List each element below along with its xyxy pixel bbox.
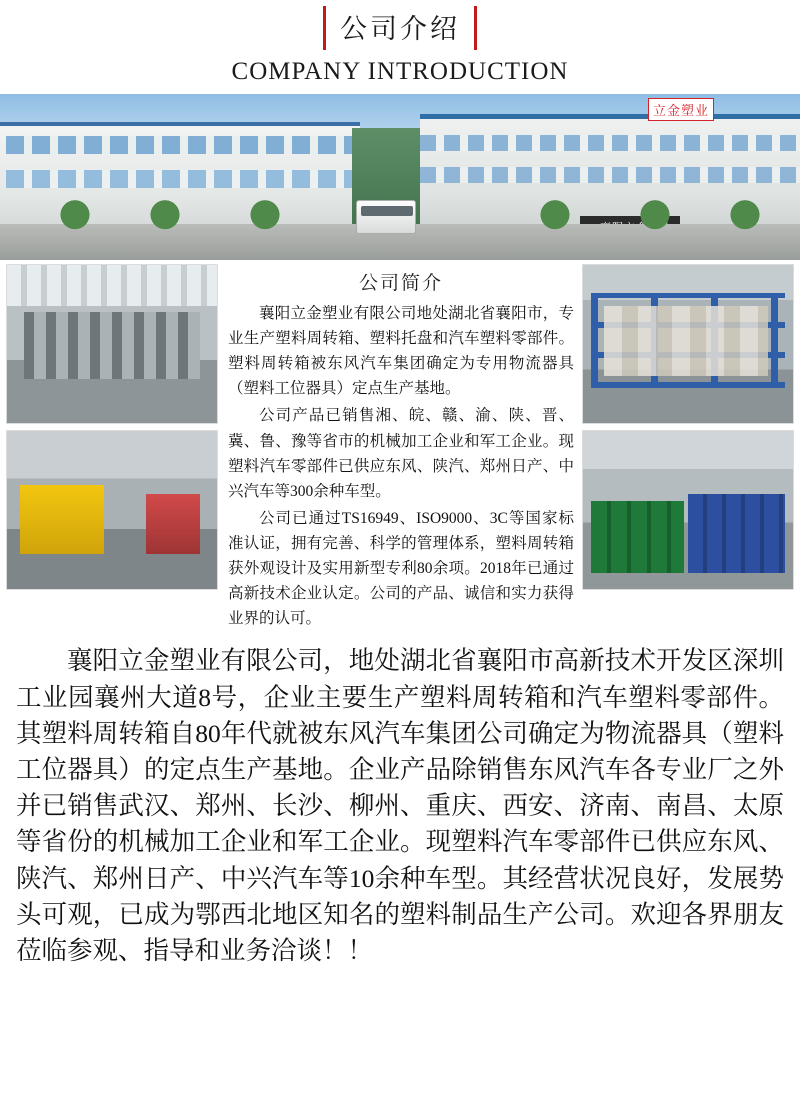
photo-column-right	[582, 264, 794, 633]
header-title-wrap	[0, 6, 800, 50]
tree-icon	[640, 200, 670, 242]
company-description-section	[0, 633, 800, 985]
tree-icon	[730, 200, 760, 242]
roof-sign-text: 立金塑业	[648, 98, 714, 121]
tree-icon	[150, 200, 180, 242]
page-title-cn: 公司介绍	[323, 6, 477, 50]
factory-banner-photo	[0, 94, 800, 260]
tree-icon	[250, 200, 280, 242]
intro-paragraph-1: 襄阳立金塑业有限公司地处湖北省襄阳市，专业生产塑料周转箱、塑料托盘和汽车塑料零部件。塑料周转箱被东风汽车集团确定为专用物流器具（塑料工位器具）定点生产基地。	[228, 305, 574, 398]
tree-icon	[60, 200, 90, 242]
intro-paragraph-2: 公司产品已销售湘、皖、赣、渝、陕、晋、冀、鲁、豫等省市的机械加工企业和军工企业。现塑料汽车零部件已供应东风、陕汽、郑州日产、中兴汽车等300余种车型。	[228, 407, 574, 500]
photo-column-left	[6, 264, 218, 633]
company-description-paragraph: 襄阳立金塑业有限公司，地处湖北省襄阳市高新技术开发区深圳工业园襄州大道8号，企业主要生产塑料周转箱和汽车塑料零部件。其塑料周转箱自80年代就被东风汽车集团公司确定为物流器具（塑料工位器具）的定点生产基地。企业产品除销售东风汽车各专业厂之外并已销售武汉、郑州、长沙、柳州、重庆、西安、济南、南昌、太原等省份的机械加工企业和军工企业。现塑料汽车零部件已供应东风、陕汽、郑州日产、中兴汽车等10余种车型。其经营状况良好，发展势头可观，已成为鄂西北地区知名的塑料制品生产公司。欢迎各界朋友莅临参观、指导和业务洽谈！！	[16, 646, 784, 966]
photo-injection-machine	[6, 430, 218, 590]
bus-vehicle	[356, 200, 416, 234]
intro-text-block	[222, 264, 578, 633]
intro-title: 公司简介	[358, 273, 443, 294]
photo-workshop-interior	[6, 264, 218, 424]
photo-warehouse-racking	[582, 264, 794, 424]
intro-section	[0, 260, 800, 633]
intro-paragraph-3: 公司已通过TS16949、ISO9000、3C等国家标准认证，拥有完善、科学的管理体系，塑料周转箱获外观设计及实用新型专利80余项。2018年已通过高新技术企业认定。公司的产品、诚信和实力获得业界的认可。	[228, 509, 574, 628]
page-title-en: COMPANY INTRODUCTION	[231, 58, 569, 85]
page-header	[0, 0, 800, 86]
tree-icon	[540, 200, 570, 242]
photo-plastic-crates	[582, 430, 794, 590]
